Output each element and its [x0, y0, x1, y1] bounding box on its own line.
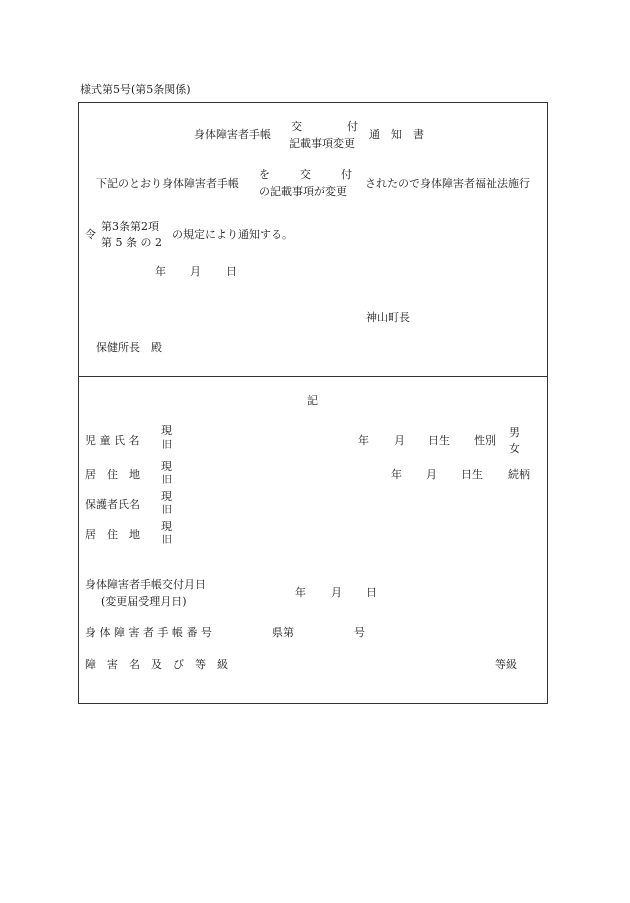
guardian-name-old: 旧	[162, 505, 172, 516]
child-name-current: 現	[161, 424, 172, 437]
body-suffix: されたので身体障害者福祉法施行	[365, 177, 530, 190]
body-prefix: 下記のとおり身体障害者手帳	[96, 177, 239, 190]
child-address-label: 居 住 地	[85, 468, 140, 481]
title-prefix: 身体障害者手帳	[194, 128, 271, 141]
birth-day: 日生	[428, 434, 450, 447]
body-option-issue-a: 交	[300, 168, 311, 181]
title-option-issue-b: 付	[347, 120, 358, 133]
guardian-name-label: 保護者氏名	[85, 498, 140, 511]
rei-char: 令	[85, 228, 96, 241]
guardian-birth-year: 年	[391, 468, 402, 481]
article-option-1: 第3条第2項	[101, 220, 159, 233]
child-address-old: 旧	[162, 475, 172, 486]
body-option-issue-b: 付	[341, 168, 352, 181]
notice-date-day: 日	[226, 265, 237, 278]
issue-date-day: 日	[366, 586, 377, 599]
section-divider	[78, 376, 548, 377]
child-address-current: 現	[161, 460, 172, 473]
title-option-change: 記載事項変更	[289, 137, 355, 150]
issue-date-month: 月	[331, 586, 342, 599]
guardian-name-current: 現	[161, 490, 172, 503]
guardian-address-label: 居 住 地	[85, 528, 140, 541]
guardian-address-current: 現	[161, 520, 172, 533]
handbook-number-label: 身 体 障 害 者 手 帳 番 号	[85, 626, 212, 639]
body-option-change: の記載事項が変更	[259, 185, 347, 198]
issue-date-label: 身体障害者手帳交付月日	[85, 578, 206, 591]
sex-label: 性別	[474, 434, 496, 447]
body-end: の規定により通知する。	[172, 228, 293, 241]
record-heading: 記	[307, 394, 318, 407]
relation-label: 続柄	[508, 468, 530, 481]
grade-label: 等級	[495, 658, 517, 671]
sex-male: 男	[509, 426, 520, 439]
guardian-birth-day: 日生	[461, 468, 483, 481]
guardian-address-old: 旧	[162, 535, 172, 546]
birth-month: 月	[394, 434, 405, 447]
birth-year: 年	[358, 434, 369, 447]
form-label: 様式第5号(第5条関係)	[80, 83, 191, 96]
change-date-label: (変更届受理月日)	[101, 595, 187, 608]
sex-female: 女	[509, 442, 520, 455]
guardian-birth-month: 月	[426, 468, 437, 481]
disability-label: 障 害 名 及 び 等 級	[85, 658, 228, 671]
prefecture-number: 県第	[272, 626, 294, 639]
notice-date-month: 月	[190, 265, 201, 278]
issue-date-year: 年	[295, 586, 306, 599]
child-name-old: 旧	[162, 440, 172, 451]
title-suffix: 通 知 書	[369, 128, 424, 141]
body-option-wo: を	[259, 168, 270, 181]
recipient: 保健所長 殿	[96, 341, 162, 354]
title-option-issue-a: 交	[291, 120, 302, 133]
number-suffix: 号	[354, 626, 365, 639]
notice-date-year: 年	[155, 265, 166, 278]
sender: 神山町長	[366, 311, 410, 324]
child-name-label: 児 童 氏 名	[85, 434, 140, 447]
article-option-2: 第 5 条 の 2	[101, 236, 162, 249]
